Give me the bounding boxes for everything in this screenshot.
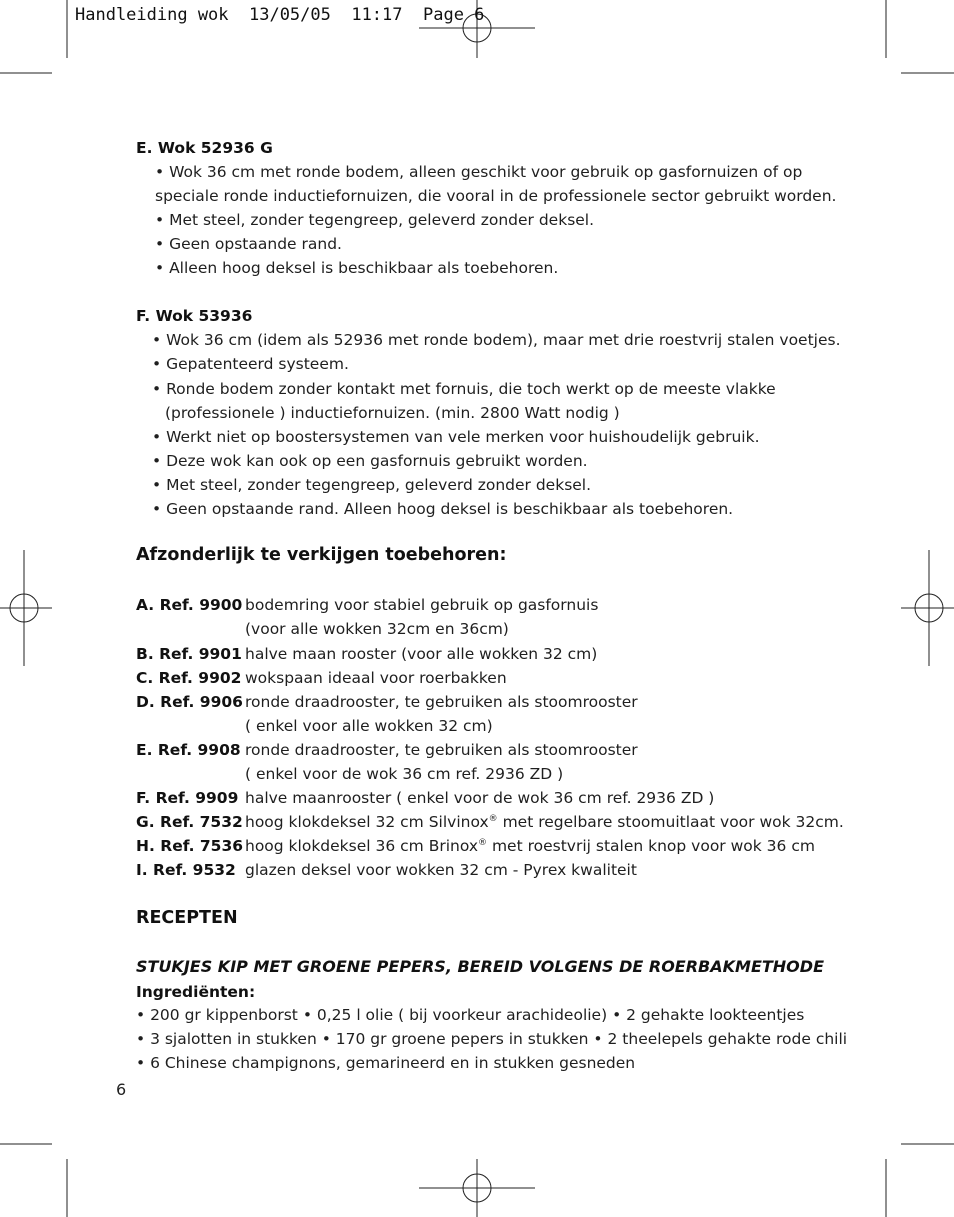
accessory-desc-part: hoog klokdeksel 36 cm Brinox xyxy=(245,837,479,855)
accessory-ref: I. Ref. 9532 xyxy=(136,861,236,879)
accessories-heading: Afzonderlijk te verkijgen toebehoren: xyxy=(136,545,507,565)
accessory-desc: bodemring voor stabiel gebruik op gasfornuis xyxy=(245,596,599,614)
accessory-ref: C. Ref. 9902 xyxy=(136,669,242,687)
section-e-bullet: speciale ronde inductiefornuizen, die vooral in de professionele sector gebruikt worden. xyxy=(155,187,837,205)
accessory-desc: ( enkel voor de wok 36 cm ref. 2936 ZD ) xyxy=(245,765,564,783)
accessory-desc xyxy=(245,812,844,832)
accessory-desc-part: met regelbare stoomuitlaat voor wok 32cm. xyxy=(497,813,844,831)
accessory-ref: D. Ref. 9906 xyxy=(136,693,243,711)
accessory-ref: F. Ref. 9909 xyxy=(136,789,239,807)
accessory-desc-part: met roestvrij stalen knop voor wok 36 cm xyxy=(487,837,815,855)
section-f-title: F. Wok 53936 xyxy=(136,307,253,325)
accessory-desc: ( enkel voor alle wokken 32 cm) xyxy=(245,717,493,735)
section-f-bullet: (professionele ) inductiefornuizen. (min. 2800 Watt nodig ) xyxy=(165,404,620,422)
accessory-ref: G. Ref. 7532 xyxy=(136,813,243,831)
section-f-bullet: • Ronde bodem zonder kontakt met fornuis, die toch werkt op de meeste vlakke xyxy=(152,380,776,398)
section-e-bullet: • Alleen hoog deksel is beschikbaar als toebehoren. xyxy=(155,259,559,277)
recipe-title: STUKJES KIP MET GROENE PEPERS, BEREID VOLGENS DE ROERBAKMETHODE xyxy=(136,957,824,976)
section-f-bullet: • Wok 36 cm (idem als 52936 met ronde bodem), maar met drie roestvrij stalen voetjes. xyxy=(152,331,841,349)
accessory-desc xyxy=(245,836,815,856)
registered-mark: ® xyxy=(488,813,498,824)
accessory-desc: glazen deksel voor wokken 32 cm - Pyrex kwaliteit xyxy=(245,861,637,879)
section-e-bullet: • Met steel, zonder tegengreep, geleverd zonder deksel. xyxy=(155,211,595,229)
section-f-bullet: • Geen opstaande rand. Alleen hoog deksel is beschikbaar als toebehoren. xyxy=(152,500,734,518)
section-e-bullet: • Geen opstaande rand. xyxy=(155,235,342,253)
registered-mark: ® xyxy=(478,837,488,848)
page-number: 6 xyxy=(116,1080,127,1099)
section-e-bullet: • Wok 36 cm met ronde bodem, alleen geschikt voor gebruik op gasfornuizen of op xyxy=(155,163,803,181)
section-f-bullet: • Werkt niet op boostersystemen van vele merken voor huishoudelijk gebruik. xyxy=(152,428,760,446)
section-e-title: E. Wok 52936 G xyxy=(136,139,273,157)
accessory-desc: ronde draadrooster, te gebruiken als stoomrooster xyxy=(245,693,638,711)
accessory-desc: halve maan rooster (voor alle wokken 32 cm) xyxy=(245,645,598,663)
section-f-bullet: • Deze wok kan ook op een gasfornuis gebruikt worden. xyxy=(152,452,588,470)
accessory-ref: E. Ref. 9908 xyxy=(136,741,241,759)
section-f-bullet: • Gepatenteerd systeem. xyxy=(152,355,349,373)
accessory-desc: (voor alle wokken 32cm en 36cm) xyxy=(245,620,509,638)
print-slug: Handleiding wok 13/05/05 11:17 Page 6 xyxy=(75,5,485,25)
ingredient-line: • 200 gr kippenborst • 0,25 l olie ( bij voorkeur arachideolie) • 2 gehakte lookteentjes xyxy=(136,1006,805,1024)
accessory-ref: H. Ref. 7536 xyxy=(136,837,244,855)
ingredients-label: Ingrediënten: xyxy=(136,983,256,1001)
ingredient-line: • 6 Chinese champignons, gemarineerd en in stukken gesneden xyxy=(136,1054,636,1072)
accessory-desc: ronde draadrooster, te gebruiken als stoomrooster xyxy=(245,741,638,759)
accessory-desc: wokspaan ideaal voor roerbakken xyxy=(245,669,507,687)
accessory-ref: A. Ref. 9900 xyxy=(136,596,243,614)
recipes-heading: RECEPTEN xyxy=(136,908,238,928)
accessory-desc-part: hoog klokdeksel 32 cm Silvinox xyxy=(245,813,489,831)
section-f-bullet: • Met steel, zonder tegengreep, geleverd zonder deksel. xyxy=(152,476,592,494)
accessory-ref: B. Ref. 9901 xyxy=(136,645,242,663)
accessory-desc: halve maanrooster ( enkel voor de wok 36 cm ref. 2936 ZD ) xyxy=(245,789,715,807)
ingredient-line: • 3 sjalotten in stukken • 170 gr groene pepers in stukken • 2 theelepels gehakte rode chili xyxy=(136,1030,848,1048)
